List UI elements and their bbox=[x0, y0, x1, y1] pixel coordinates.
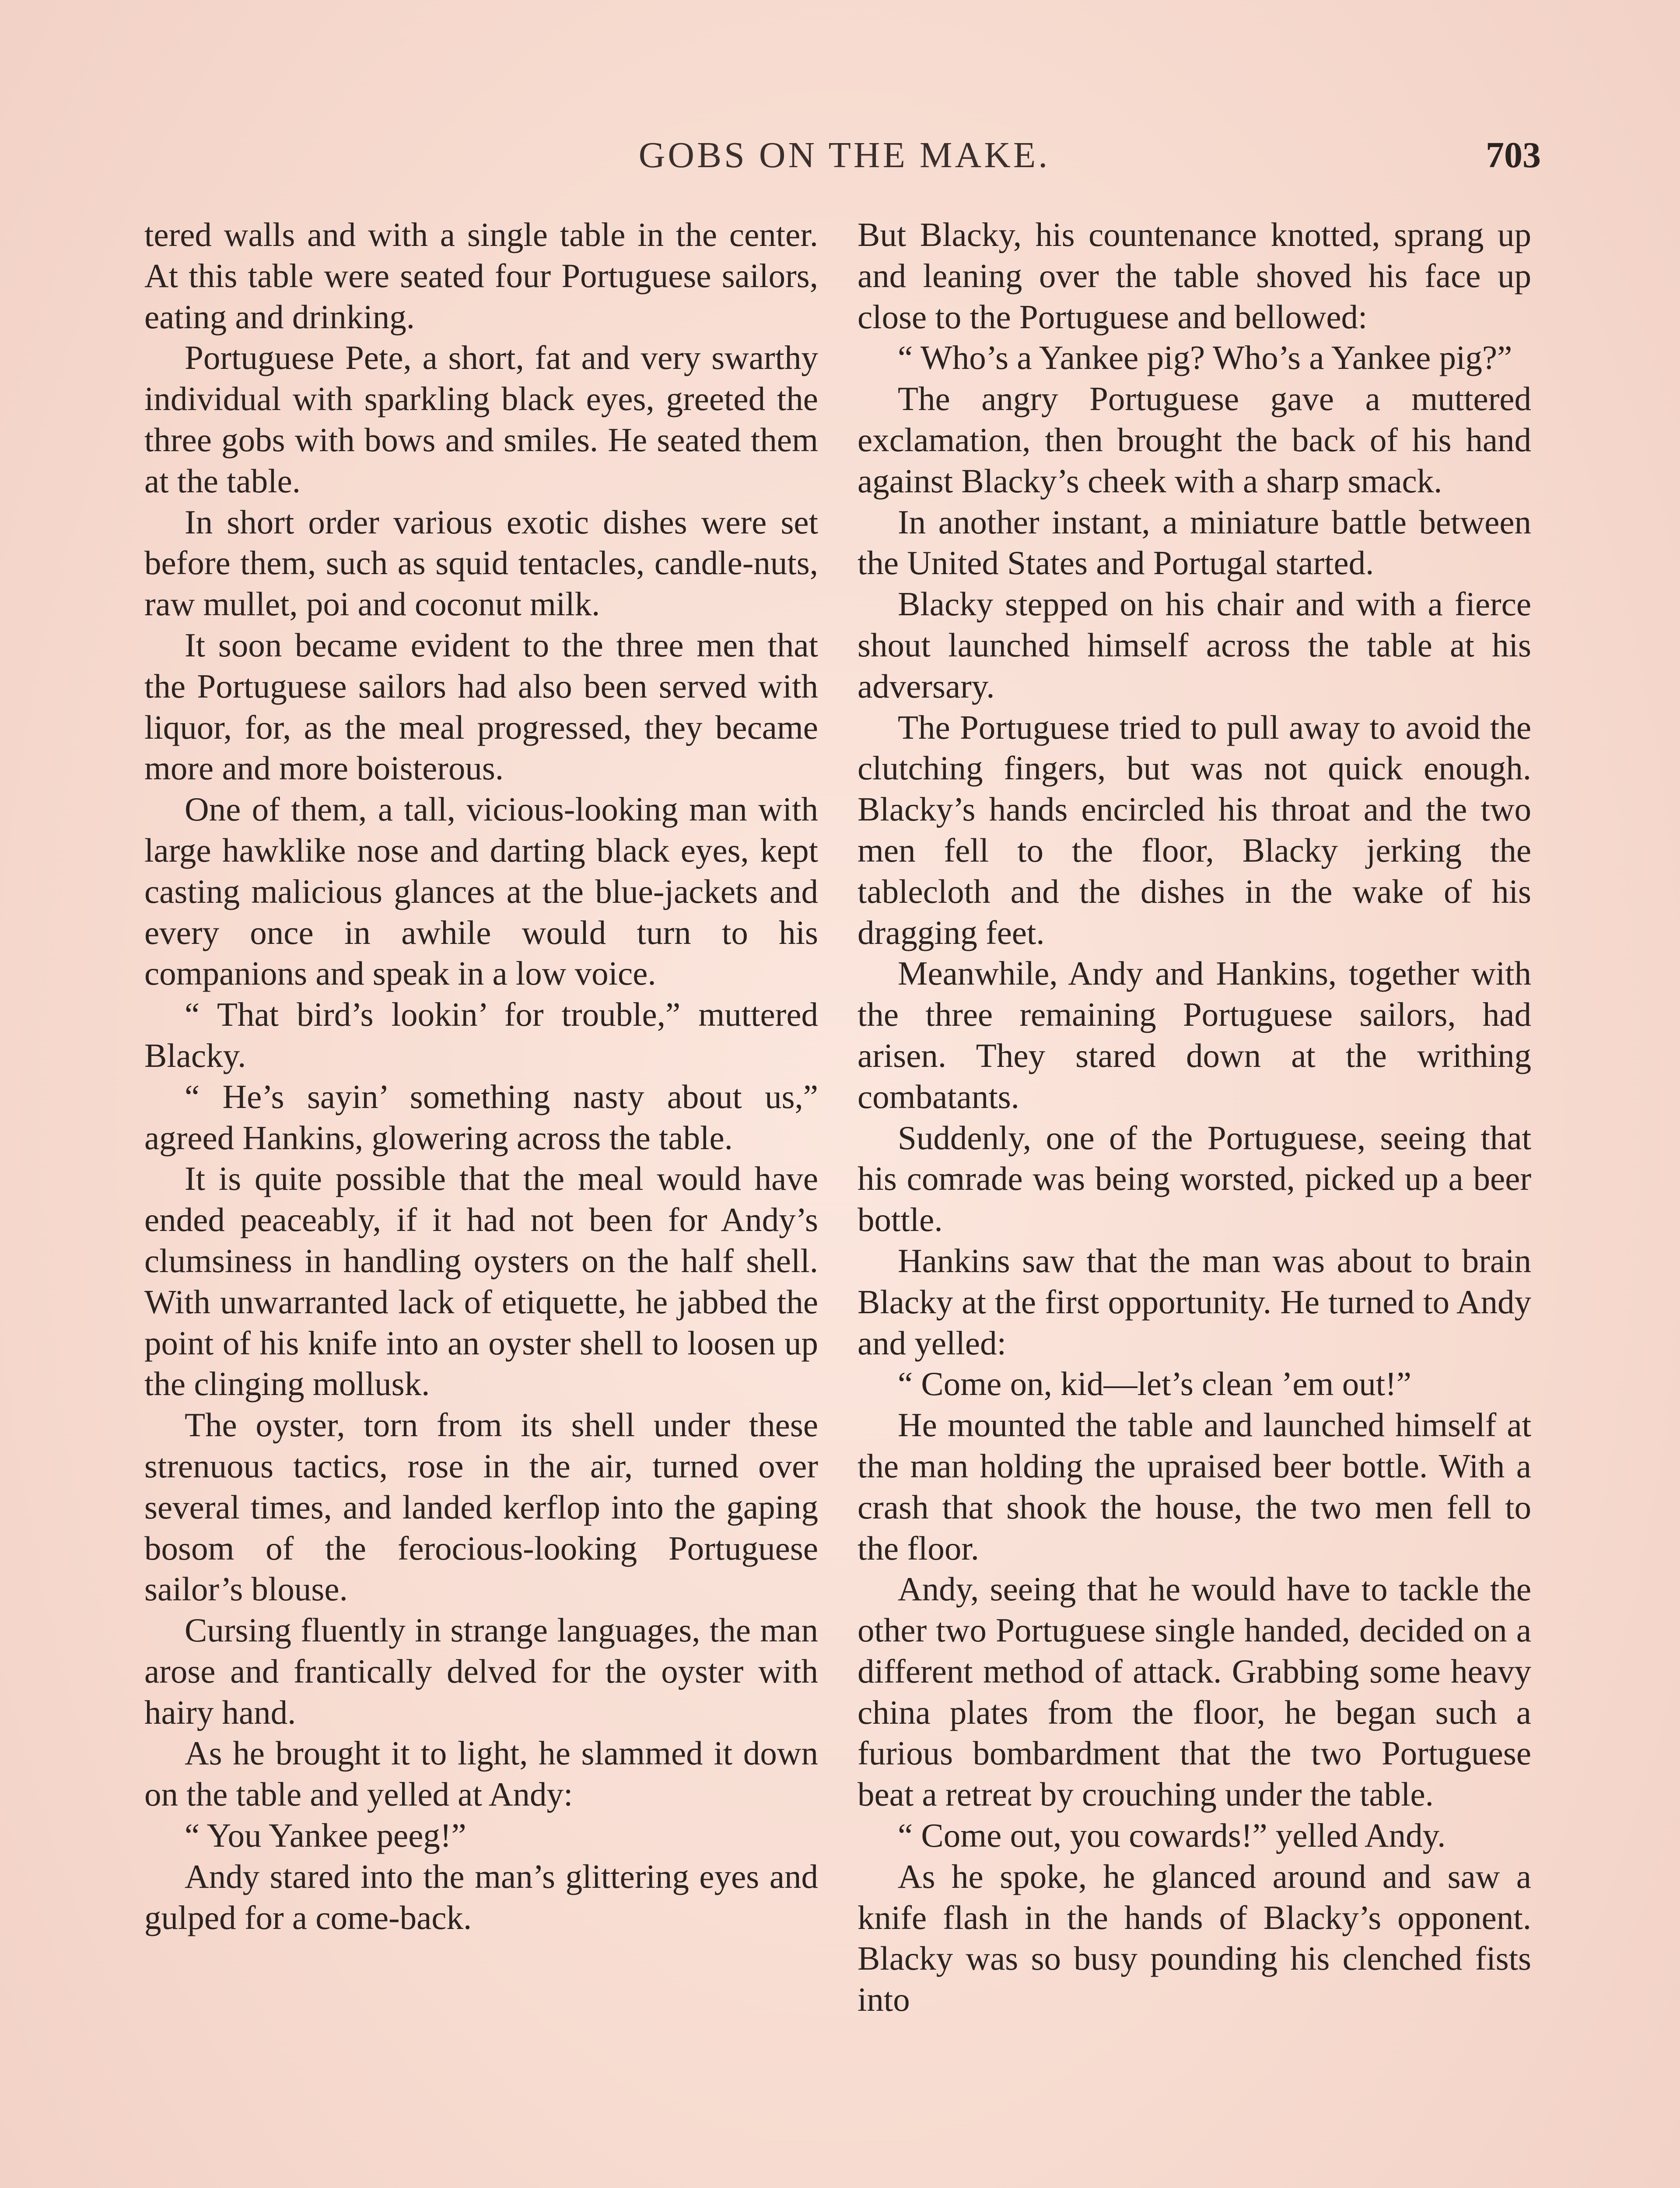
paragraph: “ He’s sayin’ something nasty about us,” agreed Hankins, glowering across the table. bbox=[144, 1077, 818, 1157]
left-column bbox=[144, 214, 818, 2188]
paragraph: Andy stared into the man’s glittering eyes and gulped for a come-back. bbox=[144, 1857, 818, 1936]
paragraph: He mounted the table and launched himself at the man holding the upraised beer bottle. With a crash that shook the house, the two men fell to the floor. bbox=[858, 1406, 1531, 1567]
paragraph: Andy, seeing that he would have to tackle the other two Portuguese single handed, decided on a different method of attack. Grabbing some heavy china plates from the floor, he began such a furious bombardment that the two Portuguese beat a retreat by crouching under the table. bbox=[858, 1570, 1531, 1813]
paragraph: But Blacky, his countenance knotted, sprang up and leaning over the table shoved his face up close to the Portuguese and bellowed: bbox=[858, 216, 1531, 336]
paragraph: The oyster, torn from its shell under these strenuous tactics, rose in the air, turned over several times, and landed kerflop into the gaping bosom of the ferocious-looking Portuguese sailor’s blouse. bbox=[144, 1406, 818, 1608]
paragraph: tered walls and with a single table in the center. At this table were seated four Portuguese sailors, eating and drinking. bbox=[144, 216, 818, 336]
paragraph: Cursing fluently in strange languages, the man arose and frantically delved for the oyster with hairy hand. bbox=[144, 1611, 818, 1731]
paragraph: Suddenly, one of the Portuguese, seeing that his comrade was being worsted, picked up a beer bottle. bbox=[858, 1119, 1531, 1239]
paragraph: Hankins saw that the man was about to brain Blacky at the first opportunity. He turned to Andy and yelled: bbox=[858, 1241, 1531, 1362]
paragraph: “ Who’s a Yankee pig? Who’s a Yankee pig?” bbox=[898, 339, 1512, 377]
paragraph: One of them, a tall, vicious-looking man with large hawklike nose and darting black eyes, kept casting malicious glances at the blue-jackets and every once in awhile would turn to his companions and speak in a low voice. bbox=[144, 790, 818, 992]
running-title: GOBS ON THE MAKE. bbox=[638, 135, 1050, 175]
paragraph: The angry Portuguese gave a muttered exclamation, then brought the back of his hand against Blacky’s cheek with a sharp smack. bbox=[858, 380, 1531, 500]
paragraph: As he brought it to light, he slammed it down on the table and yelled at Andy: bbox=[144, 1734, 818, 1813]
paragraph: “ Come out, you cowards!” yelled Andy. bbox=[898, 1816, 1446, 1855]
page-header bbox=[0, 131, 1680, 179]
paragraph: As he spoke, he glanced around and saw a knife flash in the hands of Blacky’s opponent. Blacky was so busy pounding his clenched fists into bbox=[858, 1857, 1531, 2019]
paragraph: It soon became evident to the three men that the Portuguese sailors had also been served with liquor, for, as the meal progressed, they became more and more boisterous. bbox=[144, 626, 818, 787]
page-number: 703 bbox=[1486, 135, 1541, 175]
paragraph: The Portuguese tried to pull away to avoid the clutching fingers, but was not quick enough. Blacky’s hands encircled his throat and the two men fell to the floor, Blacky jerking the tablecloth and the dishes in the wake of his dragging feet. bbox=[858, 708, 1531, 951]
paragraph: “ Come on, kid—let’s clean ’em out!” bbox=[898, 1365, 1411, 1403]
paragraph: Blacky stepped on his chair and with a fierce shout launched himself across the table at his adversary. bbox=[858, 585, 1531, 705]
paragraph: Portuguese Pete, a short, fat and very swarthy individual with sparkling black eyes, greeted the three gobs with bows and smiles. He seated them at the table. bbox=[144, 339, 818, 500]
paragraph: “ You Yankee peeg!” bbox=[185, 1816, 466, 1855]
right-column bbox=[858, 214, 1531, 2188]
paragraph: “ That bird’s lookin’ for trouble,” muttered Blacky. bbox=[144, 996, 818, 1074]
paragraph: It is quite possible that the meal would have ended peaceably, if it had not been for Andy’s clumsiness in handling oysters on the half shell. With unwarranted lack of etiquette, he jabbed the point of his knife into an oyster shell to loosen up the clinging mollusk. bbox=[144, 1160, 818, 1403]
paragraph: In short order various exotic dishes were set before them, such as squid tentacles, candle-nuts, raw mullet, poi and coconut milk. bbox=[144, 503, 818, 623]
paragraph: In another instant, a miniature battle between the United States and Portugal started. bbox=[858, 503, 1531, 582]
paragraph: Meanwhile, Andy and Hankins, together with the three remaining Portuguese sailors, had arisen. They stared down at the writhing combatants. bbox=[858, 954, 1531, 1115]
